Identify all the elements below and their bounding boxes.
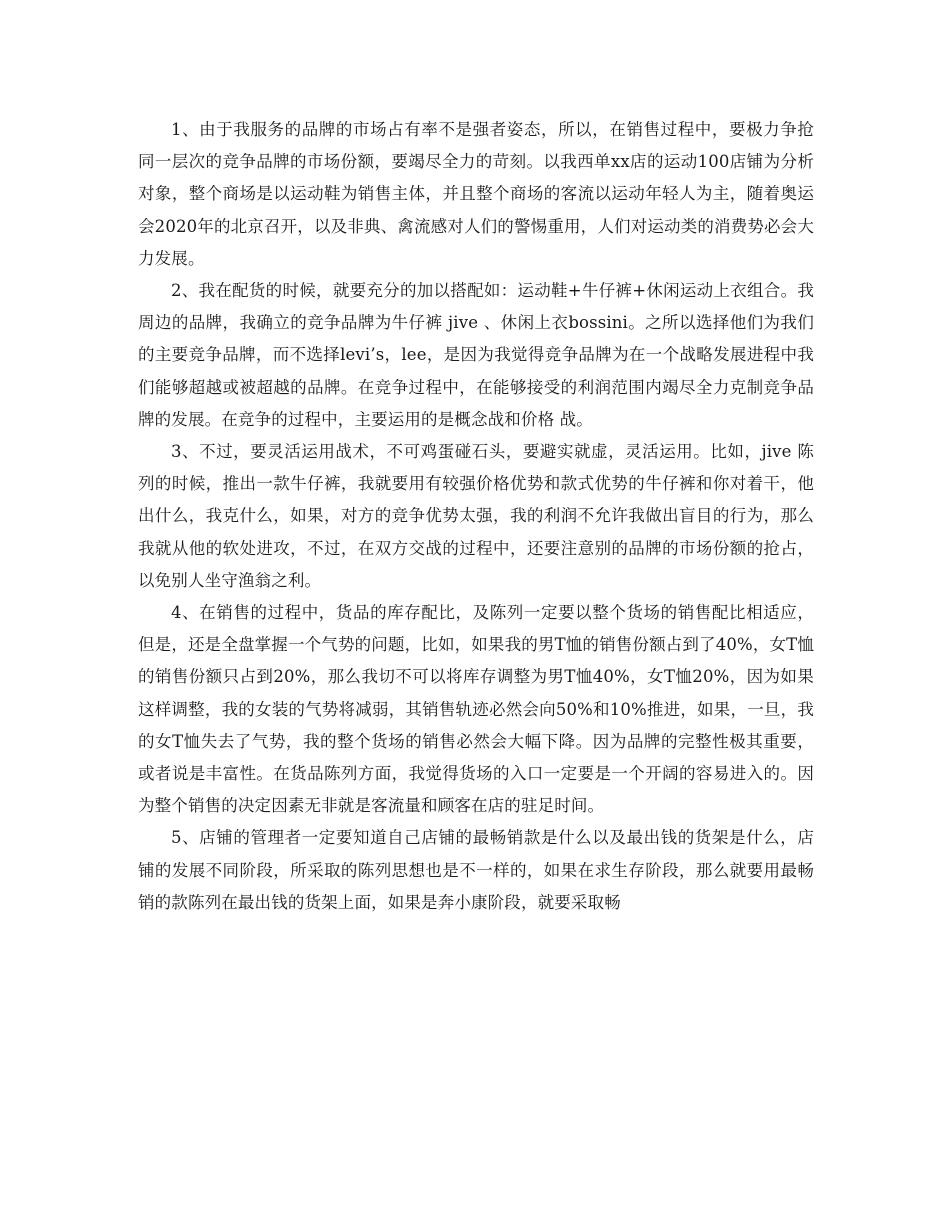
paragraph-3: 3、不过，要灵活运用战术，不可鸡蛋碰石头，要避实就虚，灵活运用。比如，jive 陈列的时候，推出一款牛仔裤，我就要用有较强价格优势和款式优势的牛仔裤和你对着干，他出什么，我克什么，如果，对方的竞争优势太强，我的利润不允许我做出盲目的行为，那么我就从他的软处进攻，不过，在双方交战的过程中，还要注意别的品牌的市场份额的抢占，以免别人坐守渔翁之利。 — [138, 442, 814, 590]
paragraph-5: 5、店铺的管理者一定要知道自己店铺的最畅销款是什么以及最出钱的货架是什么，店铺的发展不同阶段，所采取的陈列思想也是不一样的，如果在求生存阶段，那么就要用最畅销的款陈列在最出钱的货架上面，如果是奔小康阶段，就要采取畅 — [138, 828, 814, 912]
paragraph-4: 4、在销售的过程中，货品的库存配比，及陈列一定要以整个货场的销售配比相适应，但是，还是全盘掌握一个气势的问题，比如，如果我的男T恤的销售份额占到了40%，女T恤的销售份额只占到20%，那么我切不可以将库存调整为男T恤40%，女T恤20%，因为如果这样调整，我的女装的气势将减弱，其销售轨迹必然会向50%和10%推进，如果，一旦，我的女T恤失去了气势，我的整个货场的销售必然会大幅下降。因为品牌的完整性极其重要，或者说是丰富性。在货品陈列方面，我觉得货场的入口一定要是一个开阔的容易进入的。因为整个销售的决定因素无非就是客流量和顾客在店的驻足时间。 — [138, 603, 814, 816]
paragraph-2: 2、我在配货的时候，就要充分的加以搭配如：运动鞋+牛仔裤+休闲运动上衣组合。我周边的品牌，我确立的竞争品牌为牛仔裤 jive 、休闲上衣bossini。之所以选择他们为我们的主要竞争品牌，而不选择levi’s，lee，是因为我觉得竞争品牌为在一个战略发展进程中我们能够超越或被超越的品牌。在竞争过程中，在能够接受的利润范围内竭尽全力克制竞争品牌的发展。在竞争的过程中，主要运用的是概念战和价格 战。 — [138, 281, 814, 429]
paragraph-1: 1、由于我服务的品牌的市场占有率不是强者姿态，所以，在销售过程中，要极力争抢同一层次的竞争品牌的市场份额，要竭尽全力的苛刻。以我西单xx店的运动100店铺为分析对象，整个商场是以运动鞋为销售主体，并且整个商场的客流以运动年轻人为主，随着奥运会2020年的北京召开，以及非典、禽流感对人们的警惕重用，人们对运动类的消费势必会大力发展。 — [138, 120, 814, 268]
document-body — [138, 114, 814, 919]
